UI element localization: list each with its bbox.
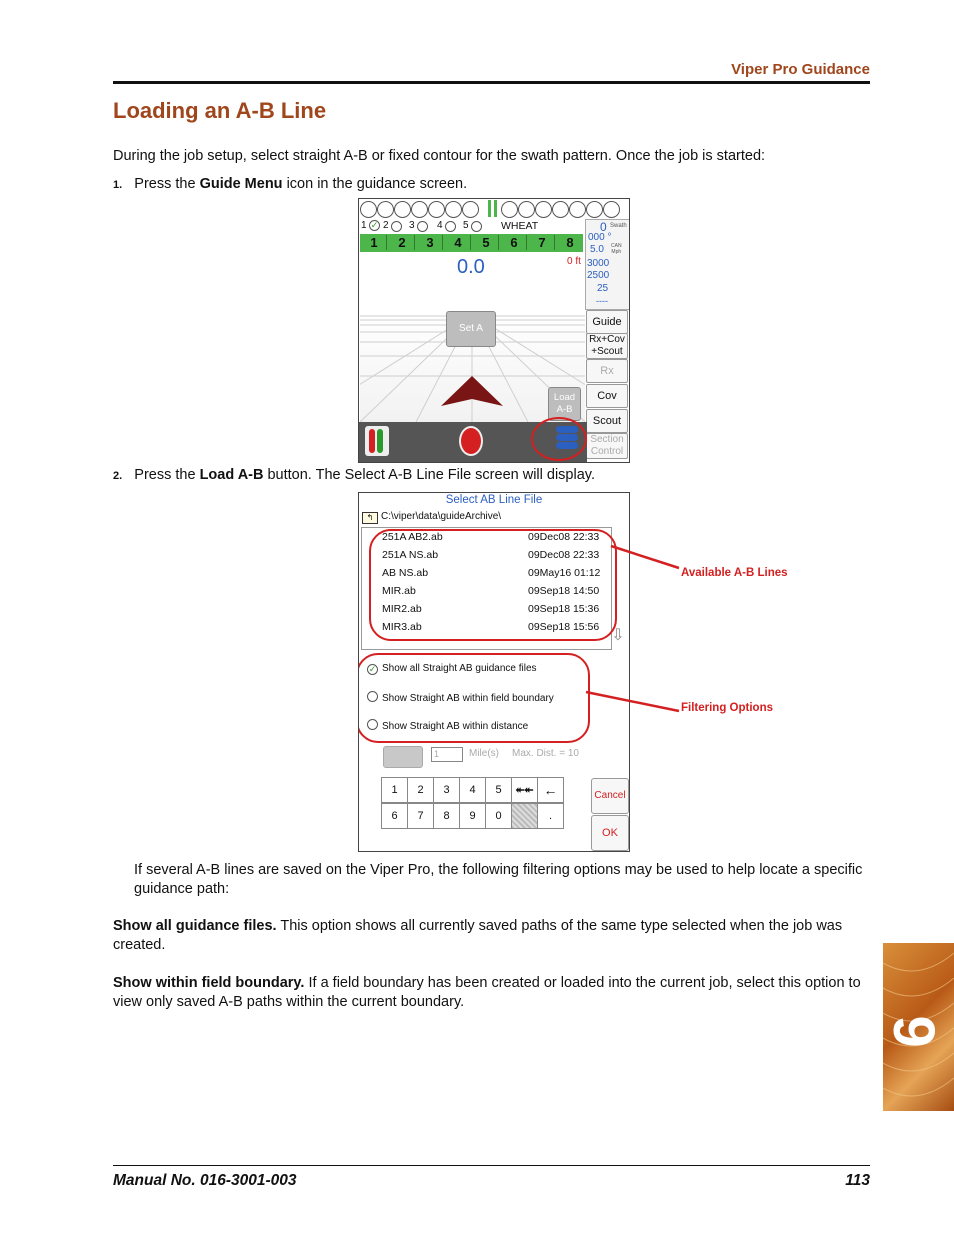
row-cell: 4 [446, 235, 471, 250]
footer-rule [113, 1165, 870, 1166]
key-3[interactable]: 3 [433, 777, 460, 803]
load-ab-label: A-B [556, 404, 573, 415]
file-date: 09Sep18 14:50 [528, 585, 600, 597]
file-name: MIR2.ab [382, 603, 422, 615]
check-icon: ✓ [368, 664, 377, 674]
step-bold-text: Guide Menu [199, 176, 283, 192]
speed-value: 5.0 [590, 244, 604, 255]
key-9[interactable]: 9 [459, 803, 486, 829]
option-label: Show Straight AB within field boundary [382, 693, 554, 704]
running-header: Viper Pro Guidance [731, 61, 870, 78]
folder-path: C:\viper\data\guideArchive\ [381, 511, 502, 522]
key-6[interactable]: 6 [381, 803, 408, 829]
definition-show-all [113, 917, 873, 955]
row-cell: 3 [418, 235, 443, 250]
swath-label: Swath [610, 223, 627, 229]
annotation-filtering-options: Filtering Options [681, 702, 773, 714]
step-text: Press the [134, 467, 200, 483]
file-date: 09Sep18 15:36 [528, 603, 600, 615]
folder-up-icon[interactable]: ↰ [362, 512, 378, 524]
step-text: Press the [134, 176, 200, 192]
distance-input[interactable]: 1 [431, 747, 463, 762]
rate-value: 3000 [587, 258, 610, 269]
cancel-button[interactable]: Cancel [591, 778, 629, 814]
max-distance-label: Max. Dist. = 10 [512, 748, 579, 759]
section-number: 2 [383, 220, 389, 231]
page-number: 113 [845, 1172, 870, 1189]
row-cell: 6 [502, 235, 527, 250]
key-0[interactable]: 0 [485, 803, 512, 829]
definition-text: If a field boundary has been created or loaded into the current job, select this option to view only saved A-B paths within the current boundary. [113, 975, 861, 1010]
step-number: 2. [113, 470, 123, 482]
scout-button[interactable]: Scout [586, 409, 628, 433]
annotation-available-lines: Available A-B Lines [681, 567, 788, 579]
rate-value: 2500 [587, 270, 610, 281]
file-name: MIR3.ab [382, 621, 422, 633]
scroll-down-arrow-icon[interactable]: ⇩ [611, 627, 625, 644]
file-name: MIR.ab [382, 585, 416, 597]
section-number: 4 [437, 220, 443, 231]
row-cell: 1 [362, 235, 387, 250]
ok-button[interactable]: OK [591, 815, 629, 851]
step-text: button. The Select A-B Line File screen will display. [263, 467, 595, 483]
key-8[interactable]: 8 [433, 803, 460, 829]
row-cell: 2 [390, 235, 415, 250]
set-a-button[interactable]: Set A [446, 311, 496, 347]
definition-term: Show within field boundary. [113, 975, 305, 991]
speed-label: Mph [611, 249, 622, 255]
file-date: 09May16 01:12 [528, 567, 601, 579]
key-4[interactable]: 4 [459, 777, 486, 803]
distance-unit: Mile(s) [469, 748, 499, 759]
file-date: 09Sep18 15:56 [528, 621, 600, 633]
section-control-button[interactable]: Section Control [586, 433, 628, 459]
file-date: 09Dec08 22:33 [528, 531, 600, 543]
definition-text: This option shows all currently saved paths of the same type selected when the job was created. [113, 918, 843, 953]
filtering-paragraph: If several A-B lines are saved on the Viper Pro, the following filtering options may be used to help locate a specific guidance path: [134, 862, 863, 897]
file-date: 09Dec08 22:33 [528, 549, 600, 561]
count-value: 25 [597, 283, 609, 294]
rx-cov-scout-button[interactable]: Rx+Cov +Scout [586, 333, 628, 359]
section-title: Loading an A-B Line [113, 98, 327, 123]
product-label: WHEAT [501, 220, 539, 232]
backspace-icon[interactable]: ← [537, 777, 564, 803]
option-label: Show Straight AB within distance [382, 721, 529, 732]
key-2[interactable]: 2 [407, 777, 434, 803]
key-5[interactable]: 5 [485, 777, 512, 803]
speed-label: CAN [611, 243, 622, 249]
key-7[interactable]: 7 [407, 803, 434, 829]
offset-readout: 0 ft [567, 256, 581, 267]
chapter-number: 6 [883, 1015, 948, 1048]
manual-number: Manual No. 016-3001-003 [113, 1172, 297, 1189]
option-label: Show all Straight AB guidance files [382, 663, 537, 674]
definition-term: Show all guidance files. [113, 918, 277, 934]
dash-value: ---- [596, 296, 608, 306]
step-number: 1. [113, 179, 123, 191]
swath-value: 0 [600, 220, 607, 234]
heading-value: 000 ° [588, 232, 612, 243]
step-text: icon in the guidance screen. [282, 176, 468, 192]
section-number: 5 [463, 220, 469, 231]
key-dot[interactable]: . [537, 803, 564, 829]
section-number: 1 [361, 220, 367, 231]
cov-button[interactable]: Cov [586, 384, 628, 408]
file-name: AB NS.ab [382, 567, 429, 579]
clear-all-icon[interactable]: ⯬⯬ [511, 777, 538, 803]
guide-button[interactable]: Guide [586, 310, 628, 334]
step-bold-text: Load A-B [199, 467, 264, 483]
chapter-tab [883, 943, 954, 1111]
file-name: 251A AB2.ab [382, 531, 443, 543]
rx-button[interactable]: Rx [586, 359, 628, 383]
row-cell: 8 [566, 235, 574, 250]
row-cell: 7 [530, 235, 555, 250]
load-ab-label: Load [553, 392, 576, 403]
dialog-title: Select AB Line File [445, 494, 543, 506]
section-number: 3 [409, 220, 415, 231]
guidance-distance: 0.0 [457, 256, 485, 278]
check-icon: ✓ [370, 220, 379, 230]
row-cell: 5 [474, 235, 499, 250]
key-1[interactable]: 1 [381, 777, 408, 803]
definition-field-boundary [113, 974, 873, 1012]
file-name: 251A NS.ab [382, 549, 439, 561]
intro-paragraph: During the job setup, select straight A-B or fixed contour for the swath pattern. Once the job is started: [113, 148, 766, 164]
